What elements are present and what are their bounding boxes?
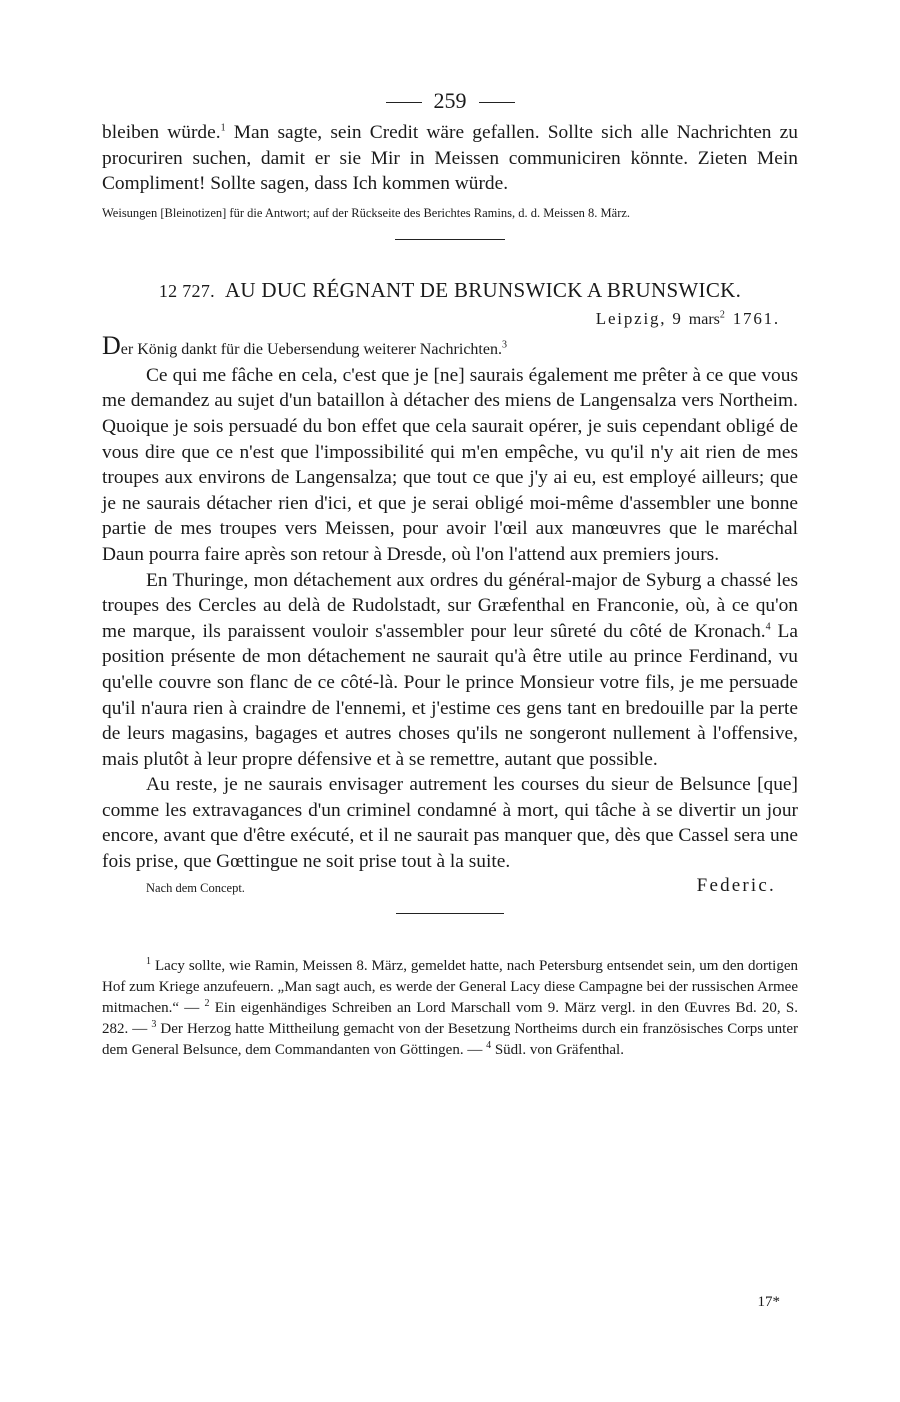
paragraph-2-text-a: En Thuringe, mon détachement aux ordres du général-major de Syburg a chassé les troupes des Cercles au delà de Rudolstadt, sur Græfenthal en Franconie, où, à ce qu'on me marque, ils paraissent vouloir s'assembler pour leur sûreté du côté de Kronach.	[102, 569, 798, 642]
page-number-header	[102, 84, 798, 118]
summary-initial: D	[102, 330, 121, 360]
page	[102, 84, 798, 1076]
section-divider	[395, 239, 505, 240]
footnote-3-mark: 3	[151, 1018, 157, 1030]
letter-summary	[102, 330, 798, 361]
footnote-ref-4: 4	[765, 621, 771, 633]
header-dash-right	[479, 102, 515, 103]
footnote-4-text: Südl. von Gräfenthal.	[491, 1041, 624, 1058]
signature-row	[102, 875, 798, 899]
date-month: mars	[688, 310, 720, 328]
letter-heading	[102, 278, 798, 303]
letter-dateline	[102, 309, 780, 329]
footnote-3-text: Der Herzog hatte Mittheilung gemacht von der Besetzung Northeims durch ein französisches Corps unter dem General Belsunce, dem Commandanten von Göttingen. —	[102, 1020, 798, 1058]
letter-title: AU DUC RÉGNANT DE BRUNSWICK A BRUNSWICK.	[224, 277, 742, 302]
page-number: 259	[433, 88, 467, 113]
continuation-text-2: Man sagte, sein Credit wäre gefallen. Sollte sich alle Nachrichten zu procuriren suchen, damit er sie Mir in Meissen communiciren könnte. Zieten Mein Compliment! Sollte sagen, dass Ich kommen würde.	[102, 122, 798, 195]
signature: Federic.	[696, 874, 776, 896]
editorial-note: Weisungen [Bleinotizen] für die Antwort; auf der Rückseite des Berichtes Ramins, d. d. Meissen 8. März.	[102, 205, 631, 220]
paragraph-2-text-b: La position présente de mon détachement ne saurait qu'à être utile au prince Ferdinand, vu qu'elle couvre son flanc de ce côté-là. Pour le prince Monsieur votre fils, je me persuade qu'il n'aura rien à craindre de l'ennemi, et j'estime ces gens tant en bredouille par la perte de leurs magasins, bagages et autres choses qu'ils ne songeront nullement à l'offensive, mais plutôt à leur propre défensive et à se remettre, autant que possible.	[102, 620, 798, 770]
footnote-ref-3: 3	[501, 339, 507, 351]
letter-number: 12 727.	[158, 280, 215, 301]
continuation-text-1: bleiben würde.	[102, 122, 221, 143]
letter-paragraph-1: Ce qui me fâche en cela, c'est que je [ne] saurais également me prêter à ce que vous me demandez au sujet d'un bataillon à détacher des miens de Langensalza vers Northeim. Quoique je sois persuadé du bon effet que cela saurait opérer, je suis cependant obligé de vous dire que ce n'est que l'impossibilité qui m'en empêche, vu qu'il n'y ait rien de mes troupes aux environs de Langensalza; que tout ce que j'y ai eu, est employé ailleurs; que je ne saurais détacher rien d'ici, et que je serai obligé moi-même d'assembler une bonne partie de mes troupes vers Meissen, pour avoir l'œil aux manœuvres que le maréchal Daun pourra faire après son retour à Dresde, où l'on l'attend aux premiers jours.	[102, 364, 798, 565]
footnote-ref-1: 1	[220, 122, 226, 134]
footnote-1-text: Lacy sollte, wie Ramin, Meissen 8. März, gemeldet hatte, nach Petersburg entsendet sein, um den dortigen Hof zum Kriege anzufeuern. „Man sagt auch, es werde der General Lacy diese Campagne bei der russischen Armee mitmachen.“ —	[102, 957, 798, 1016]
letter-paragraph-3: Au reste, je ne saurais envisager autrement les courses du sieur de Belsunce [que] comme les extravagances d'un criminel condamné à mort, qui tâche à se divertir un jour encore, avant que d'être exécuté, et il ne saurait pas manquer que, dès que Cassel sera une fois prise, que Gœttingue ne soit prise tout à la suite.	[102, 774, 798, 873]
summary-text: er König dankt für die Uebersendung weiterer Nachrichten.	[120, 340, 502, 358]
footnote-ref-2: 2	[719, 309, 727, 321]
footnotes	[102, 956, 798, 1061]
date-year: 1761.	[726, 308, 780, 328]
continuation-paragraph	[102, 120, 798, 197]
footnote-2-mark: 2	[204, 997, 210, 1009]
header-dash-left	[386, 102, 422, 103]
footnote-4-mark: 4	[486, 1039, 492, 1051]
footnote-1-mark: 1	[146, 955, 151, 967]
source-note: Nach dem Concept.	[146, 880, 245, 895]
footnote-2-text: Ein eigenhändiges Schreiben an Lord Marschall vom 9. März vergl. in den Œuvres Bd. 20, S. 282. —	[102, 999, 798, 1037]
printer-signature-mark: 17*	[757, 1294, 780, 1310]
date-place: Leipzig, 9	[595, 308, 683, 328]
letter-paragraph-2	[102, 568, 798, 773]
footnote-divider	[396, 913, 504, 914]
